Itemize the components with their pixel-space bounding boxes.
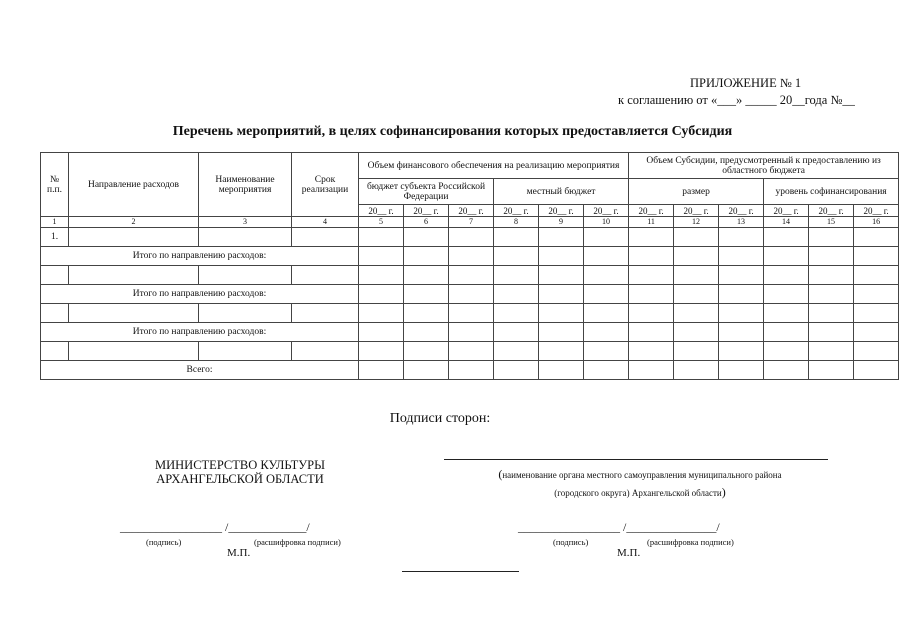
subtotal-label: Итого по направлению расходов: xyxy=(41,247,359,266)
year-cell: 20__ г. xyxy=(494,205,539,217)
table-cell xyxy=(674,247,719,266)
subsidy-size-header: размер xyxy=(629,179,764,205)
table-cell xyxy=(539,266,584,285)
regional-budget-header: бюджет субъекта Российской Федерации xyxy=(359,179,494,205)
table-cell xyxy=(41,266,69,285)
year-cell: 20__ г. xyxy=(764,205,809,217)
table-cell xyxy=(674,285,719,304)
col-term-header: Срок реализации xyxy=(292,153,359,217)
table-cell xyxy=(764,361,809,380)
signatures-title: Подписи сторон: xyxy=(389,411,491,426)
col-num-header: № п.п. xyxy=(41,153,69,217)
table-cell xyxy=(764,266,809,285)
table-cell xyxy=(629,342,674,361)
table-cell xyxy=(359,361,404,380)
table-cell xyxy=(539,247,584,266)
column-number-cell: 8 xyxy=(494,217,539,228)
table-cell xyxy=(764,285,809,304)
table-cell xyxy=(629,323,674,342)
table-cell xyxy=(674,304,719,323)
bottom-line xyxy=(402,571,519,572)
total-label: Всего: xyxy=(41,361,359,380)
year-cell: 20__ г. xyxy=(854,205,899,217)
table-cell xyxy=(292,228,359,247)
table-cell xyxy=(629,304,674,323)
table-row xyxy=(41,342,899,361)
table-row xyxy=(41,266,899,285)
table-cell xyxy=(494,228,539,247)
table-cell xyxy=(404,304,449,323)
appendix-label: ПРИЛОЖЕНИЕ № 1 xyxy=(690,76,802,90)
org-name-line xyxy=(444,459,828,460)
table-cell xyxy=(809,361,854,380)
table-cell xyxy=(854,285,899,304)
table-cell xyxy=(449,361,494,380)
table-cell xyxy=(359,228,404,247)
table-cell xyxy=(449,304,494,323)
column-number-cell: 4 xyxy=(292,217,359,228)
table-cell xyxy=(494,361,539,380)
table-cell xyxy=(539,285,584,304)
table-cell xyxy=(764,228,809,247)
table-cell xyxy=(539,228,584,247)
year-cell: 20__ г. xyxy=(359,205,404,217)
year-cell: 20__ г. xyxy=(809,205,854,217)
local-budget-header: местный бюджет xyxy=(494,179,629,205)
table-cell xyxy=(41,342,69,361)
org-caption-line2: (городского округа) Архангельской области xyxy=(554,488,722,498)
table-cell xyxy=(494,323,539,342)
right-signature-line: _________________ /_______________/ xyxy=(518,520,720,534)
table-cell xyxy=(69,228,199,247)
table-cell xyxy=(449,228,494,247)
right-decode-caption: (расшифровка подписи) xyxy=(647,537,734,547)
table-cell xyxy=(404,228,449,247)
table-cell xyxy=(719,304,764,323)
table-cell xyxy=(292,342,359,361)
table-cell xyxy=(199,304,292,323)
table-cell xyxy=(404,323,449,342)
table-cell xyxy=(674,266,719,285)
table-cell xyxy=(539,323,584,342)
table-cell xyxy=(404,266,449,285)
table-cell xyxy=(292,304,359,323)
table-cell xyxy=(494,342,539,361)
table-cell xyxy=(584,361,629,380)
table-cell xyxy=(809,228,854,247)
subsidy-group-header: Объем Субсидии, предусмотренный к предоставлению из областного бюджета xyxy=(629,153,899,179)
table-cell xyxy=(719,361,764,380)
table-cell xyxy=(629,247,674,266)
table-cell xyxy=(359,304,404,323)
measures-table xyxy=(40,152,899,380)
table-cell xyxy=(809,285,854,304)
column-number-cell: 9 xyxy=(539,217,584,228)
table-cell xyxy=(494,285,539,304)
table-cell xyxy=(764,247,809,266)
table-cell xyxy=(854,304,899,323)
subtotal-row xyxy=(41,323,899,342)
subtotal-row xyxy=(41,247,899,266)
table-cell xyxy=(584,323,629,342)
table-cell xyxy=(764,342,809,361)
table-cell xyxy=(359,285,404,304)
table-cell xyxy=(809,323,854,342)
col-name-header: Наименование мероприятия xyxy=(199,153,292,217)
page-title: Перечень мероприятий, в целях софинансирования которых предоставляется Субсидия xyxy=(172,124,733,139)
table-cell xyxy=(539,342,584,361)
table-cell xyxy=(359,266,404,285)
table-cell xyxy=(404,361,449,380)
table-cell xyxy=(69,304,199,323)
table-cell xyxy=(584,342,629,361)
table-cell xyxy=(629,285,674,304)
table-cell xyxy=(69,266,199,285)
table-cell xyxy=(719,342,764,361)
right-stamp-label: М.П. xyxy=(617,547,641,559)
table-cell xyxy=(629,228,674,247)
column-number-cell: 10 xyxy=(584,217,629,228)
year-cell: 20__ г. xyxy=(629,205,674,217)
table-cell xyxy=(764,323,809,342)
org-caption-line1: наименование органа местного самоуправления муниципального района xyxy=(502,470,782,480)
table-cell xyxy=(69,342,199,361)
financing-group-header: Объем финансового обеспечения на реализацию мероприятия xyxy=(359,153,629,179)
table-cell xyxy=(449,285,494,304)
column-number-cell: 7 xyxy=(449,217,494,228)
table-cell xyxy=(199,266,292,285)
table-cell xyxy=(719,228,764,247)
column-number-cell: 16 xyxy=(854,217,899,228)
table-cell xyxy=(809,342,854,361)
total-row xyxy=(41,361,899,380)
table-cell xyxy=(359,247,404,266)
table-cell xyxy=(854,323,899,342)
table-cell xyxy=(359,323,404,342)
left-sign-caption: (подпись) xyxy=(146,537,182,547)
table-cell xyxy=(449,323,494,342)
left-decode-caption: (расшифровка подписи) xyxy=(254,537,341,547)
column-number-cell: 15 xyxy=(809,217,854,228)
table-cell xyxy=(854,361,899,380)
ministry-name: МИНИСТЕРСТВО КУЛЬТУРЫ АРХАНГЕЛЬСКОЙ ОБЛАСТИ xyxy=(155,458,325,486)
cofinancing-level-header: уровень софинансирования xyxy=(764,179,899,205)
table-cell xyxy=(359,342,404,361)
table-cell xyxy=(629,266,674,285)
table-cell xyxy=(719,247,764,266)
org-name-caption: (наименование органа местного самоуправления муниципального района (городского округа) Архангельской области) xyxy=(498,467,782,499)
table-cell xyxy=(404,247,449,266)
table-cell xyxy=(584,266,629,285)
agreement-reference: к соглашению от «___» _____ 20__года №__ xyxy=(618,93,855,107)
row-number-cell: 1. xyxy=(41,228,69,247)
column-number-cell: 2 xyxy=(69,217,199,228)
table-cell xyxy=(494,266,539,285)
left-stamp-label: М.П. xyxy=(227,547,251,559)
table-cell xyxy=(494,304,539,323)
col-direction-header: Направление расходов xyxy=(69,153,199,217)
table-cell xyxy=(539,361,584,380)
table-cell xyxy=(584,228,629,247)
table-cell xyxy=(449,266,494,285)
table-cell xyxy=(674,323,719,342)
table-cell xyxy=(629,361,674,380)
column-number-cell: 1 xyxy=(41,217,69,228)
table-cell xyxy=(584,304,629,323)
column-number-cell: 11 xyxy=(629,217,674,228)
table-cell xyxy=(539,304,584,323)
table-row xyxy=(41,304,899,323)
table-cell xyxy=(764,304,809,323)
column-number-cell: 13 xyxy=(719,217,764,228)
table-cell xyxy=(292,266,359,285)
column-number-cell: 5 xyxy=(359,217,404,228)
table-cell xyxy=(584,247,629,266)
year-cell: 20__ г. xyxy=(539,205,584,217)
table-cell xyxy=(854,342,899,361)
table-cell xyxy=(584,285,629,304)
table-cell xyxy=(41,304,69,323)
left-signature-line: _________________ /_____________/ xyxy=(120,520,310,534)
table-cell xyxy=(674,342,719,361)
table-cell xyxy=(854,247,899,266)
table-cell xyxy=(674,361,719,380)
column-number-cell: 14 xyxy=(764,217,809,228)
table-cell xyxy=(494,247,539,266)
column-number-cell: 3 xyxy=(199,217,292,228)
subtotal-label: Итого по направлению расходов: xyxy=(41,285,359,304)
table-cell xyxy=(719,285,764,304)
table-cell xyxy=(719,266,764,285)
table-cell xyxy=(674,228,719,247)
year-cell: 20__ г. xyxy=(404,205,449,217)
year-cell: 20__ г. xyxy=(674,205,719,217)
table-cell xyxy=(449,247,494,266)
table-cell xyxy=(449,342,494,361)
column-number-cell: 12 xyxy=(674,217,719,228)
table-cell xyxy=(854,228,899,247)
table-cell xyxy=(809,304,854,323)
column-number-cell: 6 xyxy=(404,217,449,228)
subtotal-row xyxy=(41,285,899,304)
table-cell xyxy=(809,266,854,285)
year-cell: 20__ г. xyxy=(719,205,764,217)
year-cell: 20__ г. xyxy=(449,205,494,217)
subtotal-label: Итого по направлению расходов: xyxy=(41,323,359,342)
table-cell xyxy=(199,228,292,247)
table-cell xyxy=(404,285,449,304)
year-cell: 20__ г. xyxy=(584,205,629,217)
table-cell xyxy=(854,266,899,285)
table-cell xyxy=(809,247,854,266)
table-cell xyxy=(404,342,449,361)
table-cell xyxy=(199,342,292,361)
right-sign-caption: (подпись) xyxy=(553,537,589,547)
table-cell xyxy=(719,323,764,342)
